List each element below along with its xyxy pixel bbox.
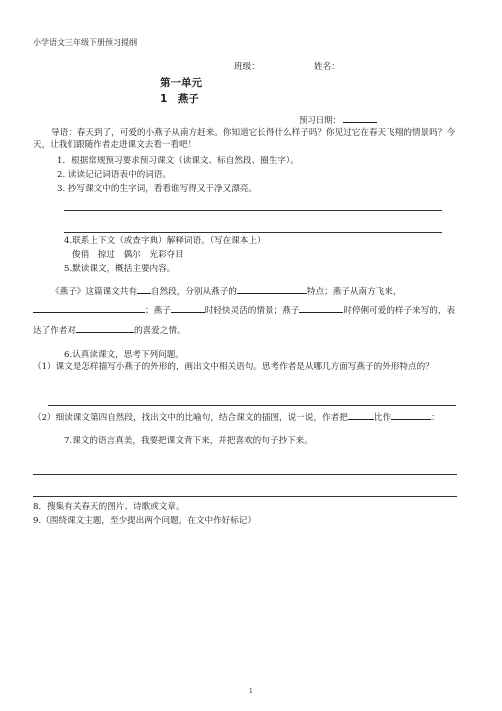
unit-title: 第一单元 (160, 77, 202, 89)
question-2 (33, 410, 461, 425)
task-2: 2. 读读记记词语表中的词语。 (57, 170, 172, 180)
question-1: （1）课文是怎样描写小燕子的外形的，画出文中相关语句。思考作者是从哪几方面写燕子的外形特点的？ (33, 362, 434, 372)
answer-line[interactable] (33, 496, 457, 497)
summary-blank[interactable] (137, 284, 151, 294)
answer-line[interactable] (64, 210, 442, 211)
summary-text: 时轻快灵活的情景；燕子 (204, 306, 300, 317)
task-5: 5.默读课文，概括主要内容。 (64, 264, 176, 274)
question-2-blank[interactable] (391, 410, 431, 420)
answer-line[interactable] (33, 474, 457, 475)
summary-text: 的喜爱之情。 (133, 325, 186, 336)
summary-blank[interactable] (76, 323, 134, 333)
preview-date (299, 114, 377, 126)
intro-paragraph: 导语：春天到了，可爱的小燕子从南方赶来。你知道它长得什么样子吗？你见过它在春天飞翔的情景吗？今天，让我们跟随作者走进课文去看一看吧！ (33, 128, 455, 150)
page-number: 1 (249, 688, 253, 695)
summary-text: 自然段，分别从燕子的 (150, 287, 237, 297)
answer-line[interactable] (48, 405, 456, 406)
summary-text: 《燕子》这篇课文共有 (51, 287, 137, 297)
summary-blank[interactable] (237, 284, 307, 294)
question-2-text: ： (431, 413, 440, 423)
task-1: 1．根据常规预习要求预习课文（读课文、标自然段、圈生字）。 (57, 156, 299, 166)
task-7: 7.课文的语言真美，我要把课文背下来，并把喜欢的句子抄下来。 (64, 436, 313, 446)
summary-text: ；燕子 (145, 306, 171, 317)
header-note: 小学语文三年级下册预习提纲 (33, 38, 137, 47)
date-label: 预习日期： (299, 115, 341, 125)
summary-blank[interactable] (299, 303, 343, 313)
question-2-blank[interactable] (348, 410, 374, 420)
task-6: 6.认真读课文，思考下列问题。 (64, 350, 184, 360)
class-label: 班级： (234, 62, 260, 72)
name-label: 姓名： (314, 62, 340, 72)
answer-line[interactable] (64, 232, 442, 233)
question-2-text: （2）细读课文第四自然段，找出文中的比喻句，结合课文的插图，说一说，作者把 (33, 413, 348, 423)
task-4: 4.联系上下文（或查字典）解释词语。（写在课本上） (64, 236, 266, 246)
task-3: 3. 抄写课文中的生字词，看看谁写得又干净又漂亮。 (57, 184, 257, 194)
task-8: 8．搜集有关春天的图片、诗歌或文章。 (33, 502, 185, 512)
lesson-title: 1 燕子 (160, 93, 199, 105)
summary-text: 特点；燕子从南方飞来， (306, 287, 402, 297)
task-9: 9.（围绕课文主题，至少提出两个问题，在文中作好标记） (33, 516, 257, 526)
date-blank[interactable] (343, 114, 377, 123)
summary-blank[interactable] (33, 303, 145, 313)
summary-blank[interactable] (171, 303, 205, 313)
question-2-text: 比作 (373, 413, 392, 423)
summary-text: 时停俐可爱的样子来写的，表达了作者对 (33, 306, 456, 336)
summary-fill-in (33, 283, 459, 341)
word-list: 俊俏 掠过 偶尔 光彩夺目 (72, 250, 184, 260)
